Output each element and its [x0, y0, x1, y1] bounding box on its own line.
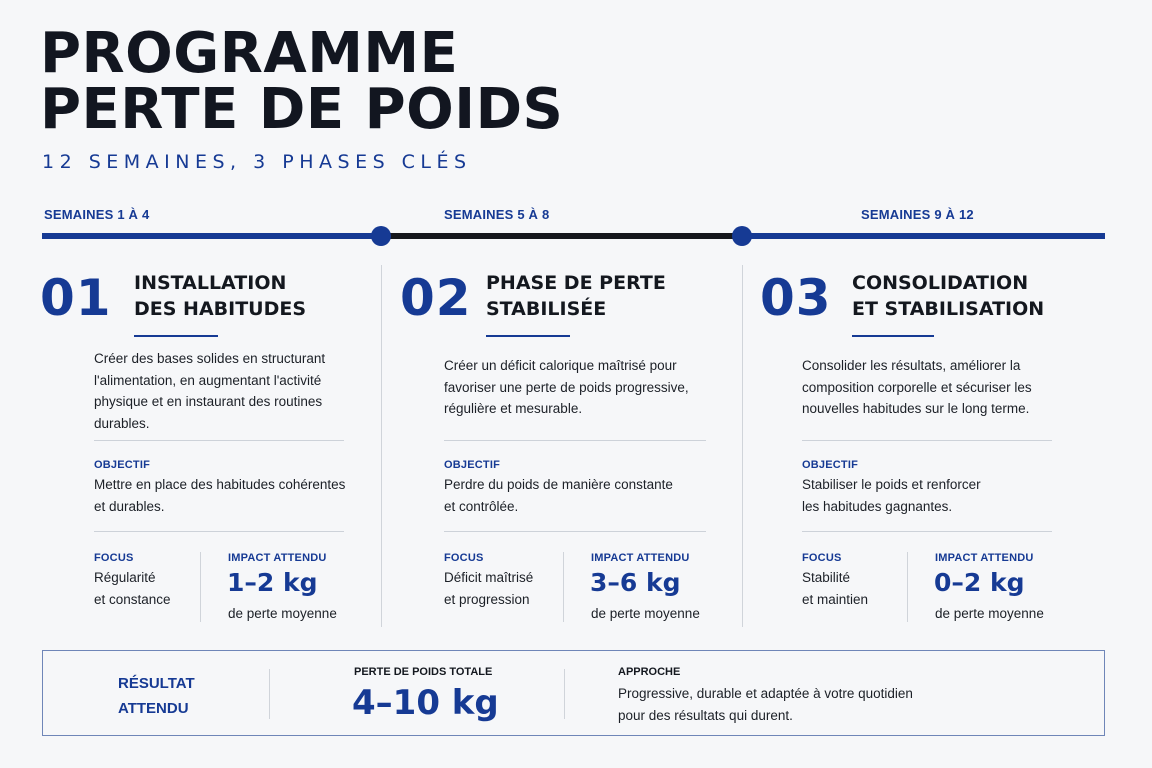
divider: [444, 531, 706, 532]
objective-label: OBJECTIF: [444, 459, 500, 471]
phase-number: 02: [400, 269, 472, 327]
approach-text: [618, 683, 978, 726]
objective-text: [94, 474, 364, 517]
focus-line: et constance: [94, 591, 171, 607]
focus-text: [802, 567, 912, 610]
impact-label: IMPACT ATTENDU: [228, 552, 327, 564]
title-underline: [134, 335, 218, 337]
focus-line: et progression: [444, 591, 530, 607]
inner-divider: [200, 552, 201, 622]
focus-line: Régularité: [94, 570, 156, 585]
total-loss-value: 4–10 kg: [352, 683, 499, 723]
phase-title-line-1: CONSOLIDATION: [852, 272, 1029, 294]
phase-description: [802, 355, 1062, 420]
description-line: nouvelles habitudes sur le long terme.: [802, 401, 1030, 416]
phase-title: [852, 270, 1044, 322]
impact-unit: de perte moyenne: [591, 606, 700, 621]
description-line: Créer un déficit calorique maîtrisé pour: [444, 358, 677, 373]
column-divider: [742, 265, 743, 627]
description-line: physique et en instaurant des routines: [94, 394, 323, 409]
objective-line: et contrôlée.: [444, 498, 519, 514]
impact-label: IMPACT ATTENDU: [935, 552, 1034, 564]
approach-label: APPROCHE: [618, 666, 681, 678]
result-label-line-2: ATTENDU: [118, 700, 189, 717]
objective-line: les habitudes gagnantes.: [802, 498, 953, 514]
result-divider: [564, 669, 565, 719]
page-title: [40, 21, 564, 142]
timeline-segment-1: [42, 233, 382, 239]
timeline-dot-2: [732, 226, 752, 246]
phase-description: [444, 355, 704, 420]
timeline-label-1: SEMAINES 1 À 4: [44, 207, 150, 222]
phase-number: 03: [760, 269, 832, 327]
timeline-label-3: SEMAINES 9 À 12: [861, 207, 974, 222]
phase-title: [486, 270, 666, 322]
phase-title-line-2: DES HABITUDES: [134, 298, 307, 320]
result-divider: [269, 669, 270, 719]
total-loss-label: PERTE DE POIDS TOTALE: [354, 666, 493, 678]
page-subtitle: 12 SEMAINES, 3 PHASES CLÉS: [42, 151, 472, 173]
description-line: régulière et mesurable.: [444, 401, 583, 416]
phase-title-line-1: PHASE DE PERTE: [486, 272, 666, 294]
description-line: Créer des bases solides en structurant: [94, 351, 326, 366]
phase-title-line-2: ET STABILISATION: [852, 298, 1045, 320]
divider: [802, 531, 1052, 532]
focus-line: Stabilité: [802, 570, 851, 585]
phase-title: [134, 270, 306, 322]
divider: [444, 440, 706, 441]
title-line-2: PERTE DE POIDS: [40, 77, 564, 142]
divider: [94, 531, 344, 532]
result-label: [118, 671, 195, 721]
title-underline: [852, 335, 934, 337]
objective-text: [802, 474, 1072, 517]
focus-label: FOCUS: [802, 552, 842, 564]
inner-divider: [563, 552, 564, 622]
focus-line: et maintien: [802, 591, 869, 607]
objective-line: et durables.: [94, 498, 165, 514]
impact-value: 0–2 kg: [934, 568, 1025, 597]
phase-title-line-2: STABILISÉE: [486, 298, 607, 320]
phase-title-line-1: INSTALLATION: [134, 272, 287, 294]
divider: [94, 440, 344, 441]
title-underline: [486, 335, 570, 337]
objective-text: [444, 474, 714, 517]
timeline-segment-3: [742, 233, 1105, 239]
description-line: durables.: [94, 415, 150, 431]
timeline-dot-1: [371, 226, 391, 246]
impact-unit: de perte moyenne: [228, 606, 337, 621]
impact-label: IMPACT ATTENDU: [591, 552, 690, 564]
description-line: favoriser une perte de poids progressive,: [444, 379, 689, 395]
divider: [802, 440, 1052, 441]
impact-unit: de perte moyenne: [935, 606, 1044, 621]
objective-line: Perdre du poids de manière constante: [444, 477, 673, 492]
result-summary-box: [42, 650, 1105, 736]
objective-line: Stabiliser le poids et renforcer: [802, 477, 981, 492]
focus-text: [444, 567, 564, 610]
focus-label: FOCUS: [94, 552, 134, 564]
impact-value: 3–6 kg: [590, 568, 681, 597]
description-line: l'alimentation, en augmentant l'activité: [94, 372, 322, 388]
timeline-label-2: SEMAINES 5 À 8: [444, 207, 550, 222]
impact-value: 1–2 kg: [227, 568, 318, 597]
phase-description: [94, 348, 354, 434]
focus-line: Déficit maîtrisé: [444, 570, 534, 585]
objective-line: Mettre en place des habitudes cohérentes: [94, 477, 346, 492]
timeline-segment-2: [382, 233, 742, 239]
inner-divider: [907, 552, 908, 622]
objective-label: OBJECTIF: [802, 459, 858, 471]
approach-line: pour des résultats qui durent.: [618, 707, 793, 723]
objective-label: OBJECTIF: [94, 459, 150, 471]
description-line: composition corporelle et sécuriser les: [802, 379, 1032, 395]
description-line: Consolider les résultats, améliorer la: [802, 358, 1021, 373]
title-line-1: PROGRAMME: [40, 21, 459, 86]
phase-number: 01: [40, 269, 112, 327]
focus-text: [94, 567, 204, 610]
column-divider: [381, 265, 382, 627]
approach-line: Progressive, durable et adaptée à votre quotidien: [618, 686, 913, 701]
focus-label: FOCUS: [444, 552, 484, 564]
result-label-line-1: RÉSULTAT: [118, 675, 195, 692]
